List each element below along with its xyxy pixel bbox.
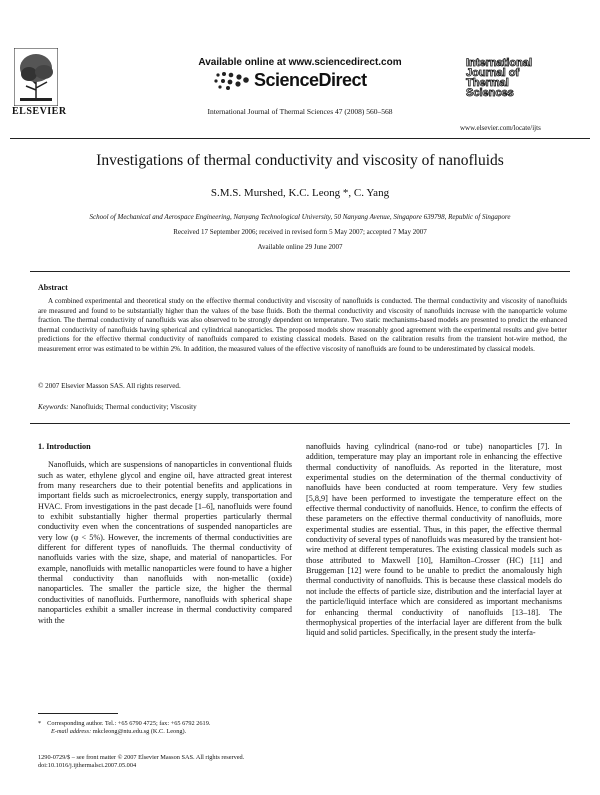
body-paragraph: Nanofluids, which are suspensions of nanoparticles in conventional fluids such as water, ethylene glycol and engine oil, have attracted great interest from many researchers due to their potential benefits and applications in important fields such as microelectronics, energy supply, transportation and HVAC. From investigations in the past decade [1–6], nanofluids were found to exhibit substantially higher thermal properties particularly thermal conductivity even when the concentrations of suspended nanoparticles are very low (φ < 5%). However, the increments of thermal conductivities are different for different types of nanofluids. The thermal conductivity of nanofluids varies with the size, shape, and material of nanoparticles. For example, nanofluids with metallic nanoparticles were found to have a higher thermal conductivity than nanofluids with non-metallic (oxide) nanoparticles. The smaller the particle size, the higher the thermal conductivities of nanofluids. Furthermore, nanofluids with spherical shape nanoparticles exhibit a smaller increase in thermal conductivity compared with the	[38, 460, 292, 625]
email-address[interactable]: mkcleong@ntu.edu.sg (K.C. Leong).	[92, 728, 187, 735]
header-divider	[10, 138, 590, 139]
available-online-text: Available online at www.sciencedirect.com	[198, 57, 402, 68]
sciencedirect-dots-logo	[212, 71, 252, 93]
corresponding-author: Corresponding author. Tel.: +65 6790 4725; fax: +65 6792 2619.	[47, 720, 211, 727]
journal-title-logo	[466, 57, 533, 108]
issn-line: 1290-0729/$ – see front matter © 2007 Elsevier Masson SAS. All rights reserved.	[38, 754, 245, 761]
email-label: E-mail address:	[51, 728, 92, 735]
issn-doi	[38, 754, 338, 770]
body-column-right	[306, 442, 562, 639]
article-title: Investigations of thermal conductivity and viscosity of nanofluids	[96, 152, 504, 169]
abstract-top-divider	[30, 271, 570, 272]
keywords-list: Nanofluids; Thermal conductivity; Viscosity	[70, 403, 197, 411]
body-paragraph: nanofluids having cylindrical (nano-rod or tube) nanoparticles [7]. In addition, temperature may play an important role in enhancing the effective thermal conductivity of nanofluids. As reported in the literature, most experimental studies on the determination of the thermal conductivity of nanofluids have been conducted at room temperature. Very few studies [5,8,9] have been performed to investigate the temperature effect on the effective thermal conductivity of nanofluids. Hence, to confirm the effects of these parameters on the effective thermal conductivity of nanofluids, more experimental studies are essential. Thus, in this paper, the effective thermal conductivity of several types of nanofluids was measured by the transient hot-wire method at different temperatures. The existing classical models such as those attributed to Maxwell [10], Hamilton–Crosser (HC) [11] and Bruggeman [12] were found to be unable to predict the anomalously high thermal conductivity of nanofluids. This is because these classical models do not include the effects of particle size, distribution and the interfacial layer at the particle/liquid interface which are considered as important mechanisms for enhancing thermal conductivity of nanofluids [13–18]. The thermophysical properties of the interfacial layer are different from the bulk liquid and solid particles. Specifically, in the present study the interfa-	[306, 442, 562, 638]
article-dates: Received 17 September 2006; received in revised form 5 May 2007; accepted 7 May 2007	[173, 228, 427, 236]
body-column-left	[38, 442, 292, 626]
journal-url-link[interactable]: www.elsevier.com/locate/ijts	[460, 124, 541, 132]
footnote-mark: *	[38, 720, 42, 727]
available-online-date: Available online 29 June 2007	[257, 243, 343, 251]
keywords-label: Keywords:	[38, 403, 69, 411]
footnote	[38, 720, 296, 736]
journal-title-line: Journal of	[466, 67, 520, 79]
journal-title-line: Thermal	[466, 77, 509, 89]
keywords	[38, 403, 197, 411]
publisher-name: ELSEVIER	[12, 106, 67, 117]
journal-title-line: International	[466, 57, 533, 69]
abstract-bottom-divider	[30, 423, 570, 424]
doi-line[interactable]: doi:10.1016/j.ijthermalsci.2007.05.004	[38, 762, 137, 769]
journal-title-line: Sciences	[466, 87, 514, 99]
abstract-text: A combined experimental and theoretical study on the effective thermal conductivity and viscosity of nanofluids is conducted. The thermal conductivity and viscosity of nanofluids are measured and found to be substantially higher than the values of the base fluids. Both the thermal conductivity and viscosity of nanofluids increase with the nanoparticle volume fraction. The thermal conductivity of nanofluids was also observed to be strongly dependent on temperature. Two static mechanisms-based models are presented to predict the enhanced thermal conductivity of nanofluids having spherical and cylindrical nanoparticles. The proposed models show reasonably good agreement with the experimental results and give better predictions for the effective thermal conductivity of nanofluids compared to existing classical models. Based on the calibration results from the transient hot-wire method, the measurement error was estimated to be within 2%. In addition, the measured values of the effective viscosity of nanofluids are found to be underestimated by classical models.	[38, 297, 567, 353]
abstract-heading: Abstract	[38, 283, 68, 292]
sciencedirect-wordmark: ScienceDirect	[254, 70, 367, 90]
journal-reference: International Journal of Thermal Sciences 47 (2008) 560–568	[207, 107, 393, 116]
author-affiliation: School of Mechanical and Aerospace Engineering, Nanyang Technological University, 50 Nanyang Avenue, Singapore 639798, Republic of Singapore	[89, 213, 511, 221]
section-heading: 1. Introduction	[38, 442, 91, 451]
footnote-divider	[38, 713, 118, 714]
abstract-copyright: © 2007 Elsevier Masson SAS. All rights reserved.	[38, 382, 181, 390]
article-authors: S.M.S. Murshed, K.C. Leong *, C. Yang	[210, 187, 390, 199]
